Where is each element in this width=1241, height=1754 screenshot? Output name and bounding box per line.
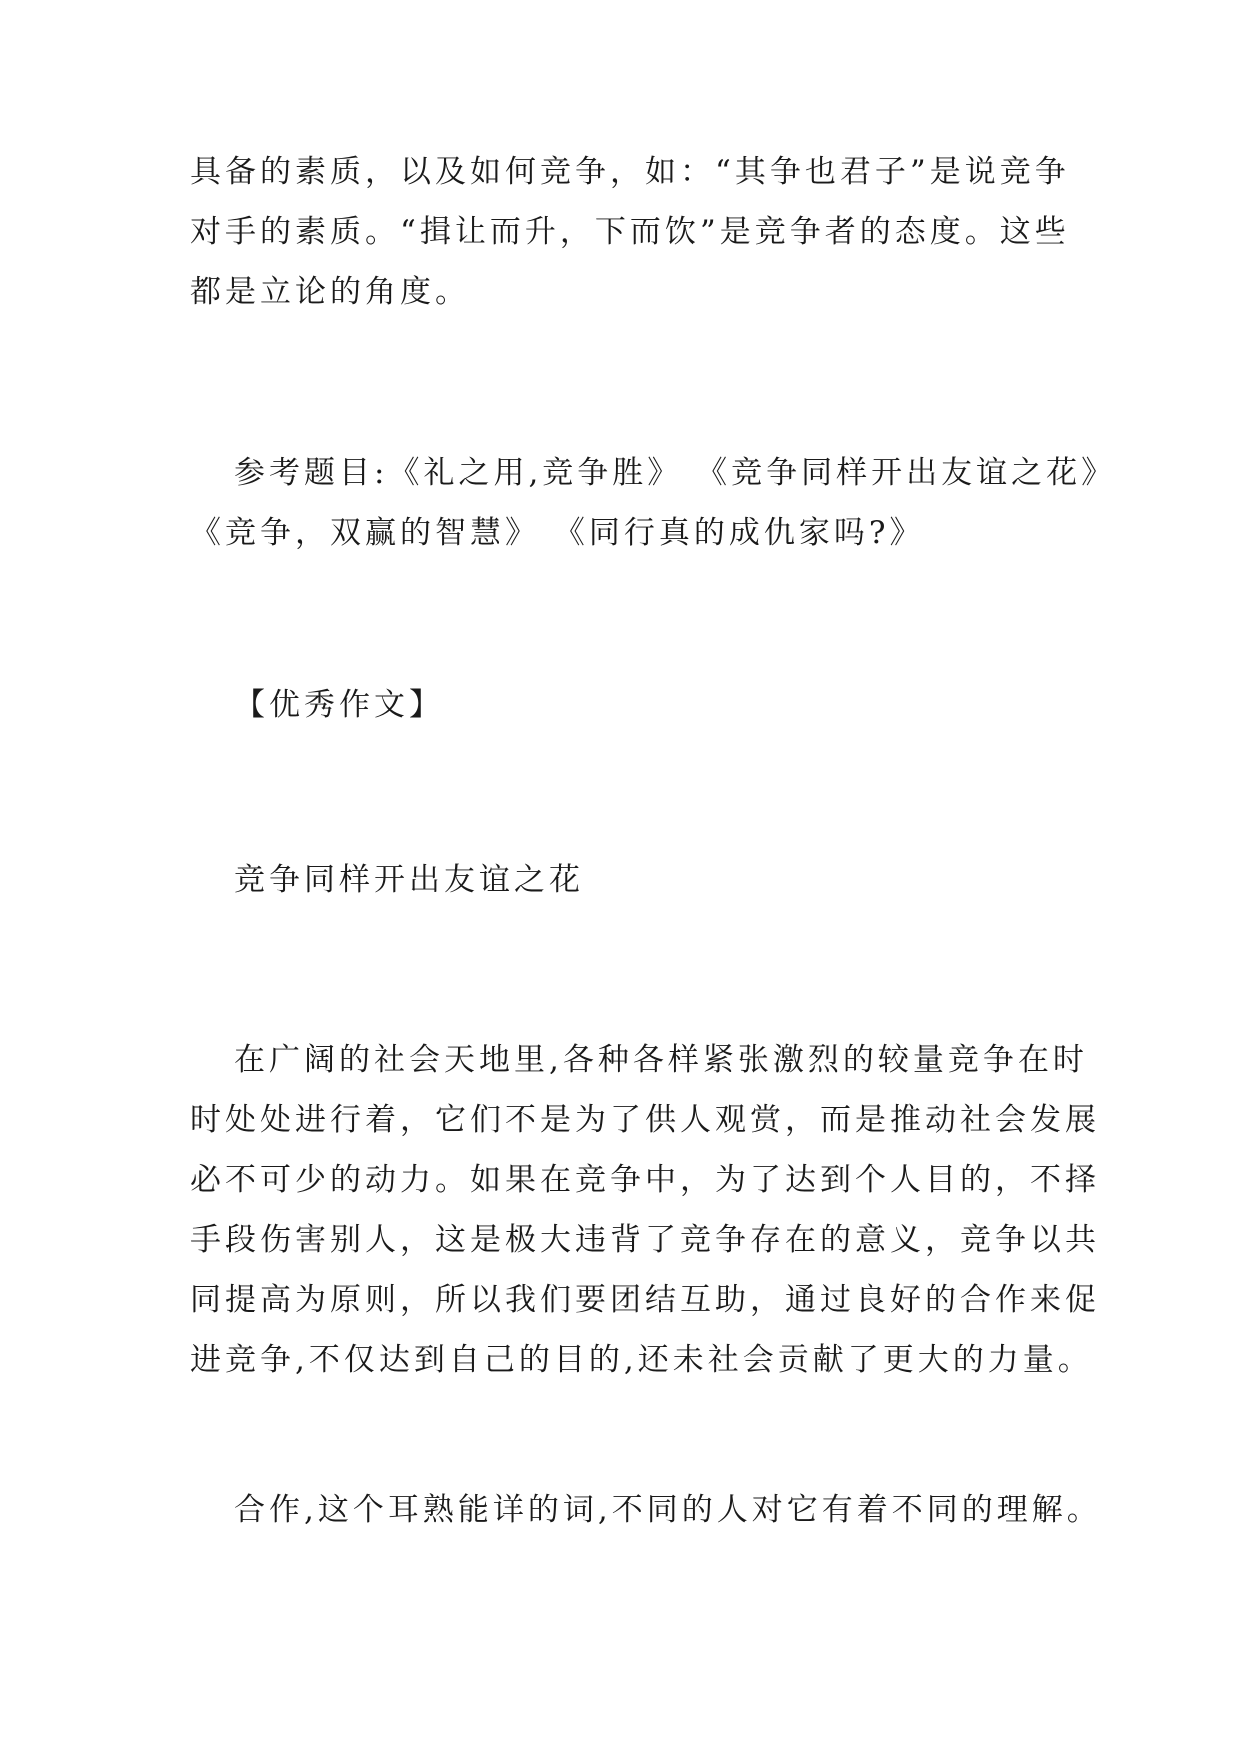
paragraph-line: 《竞争，双赢的智慧》 《同行真的成仇家吗?》: [190, 515, 925, 551]
paragraph-line: 同提高为原则，所以我们要团结互助，通过良好的合作来促: [190, 1282, 1100, 1318]
paragraph-essay-intro: [190, 1030, 1100, 1390]
paragraph-line: 必不可少的动力。如果在竞争中，为了达到个人目的，不择: [190, 1162, 1100, 1198]
paragraph-line: 时处处进行着，它们不是为了供人观赏，而是推动社会发展: [190, 1102, 1100, 1138]
paragraph-cooperation: [190, 1480, 1102, 1540]
paragraph-line: 参考题目:《礼之用,竞争胜》 《竞争同样开出友谊之花》: [234, 455, 1117, 491]
paragraph-discussion-angles: [190, 142, 1070, 322]
paragraph-reference-titles: [190, 443, 1117, 563]
section-heading: [190, 675, 1060, 735]
paragraph-line: 具备的素质，以及如何竞争，如：“其争也君子”是说竞争: [190, 154, 1070, 190]
paragraph-line: 手段伤害别人，这是极大违背了竞争存在的意义，竞争以共: [190, 1222, 1100, 1258]
essay-title: [190, 850, 1060, 910]
paragraph-line: 合作,这个耳熟能详的词,不同的人对它有着不同的理解。: [234, 1492, 1102, 1528]
paragraph-line: 对手的素质。“揖让而升，下而饮”是竞争者的态度。这些: [190, 214, 1070, 250]
paragraph-line: 进竞争,不仅达到自己的目的,还未社会贡献了更大的力量。: [190, 1342, 1093, 1378]
essay-title-text: 竞争同样开出友谊之花: [234, 862, 584, 898]
section-heading-text: 【优秀作文】: [234, 687, 444, 723]
paragraph-line: 在广阔的社会天地里,各种各样紧张激烈的较量竞争在时: [234, 1042, 1088, 1078]
paragraph-line: 都是立论的角度。: [190, 274, 470, 310]
